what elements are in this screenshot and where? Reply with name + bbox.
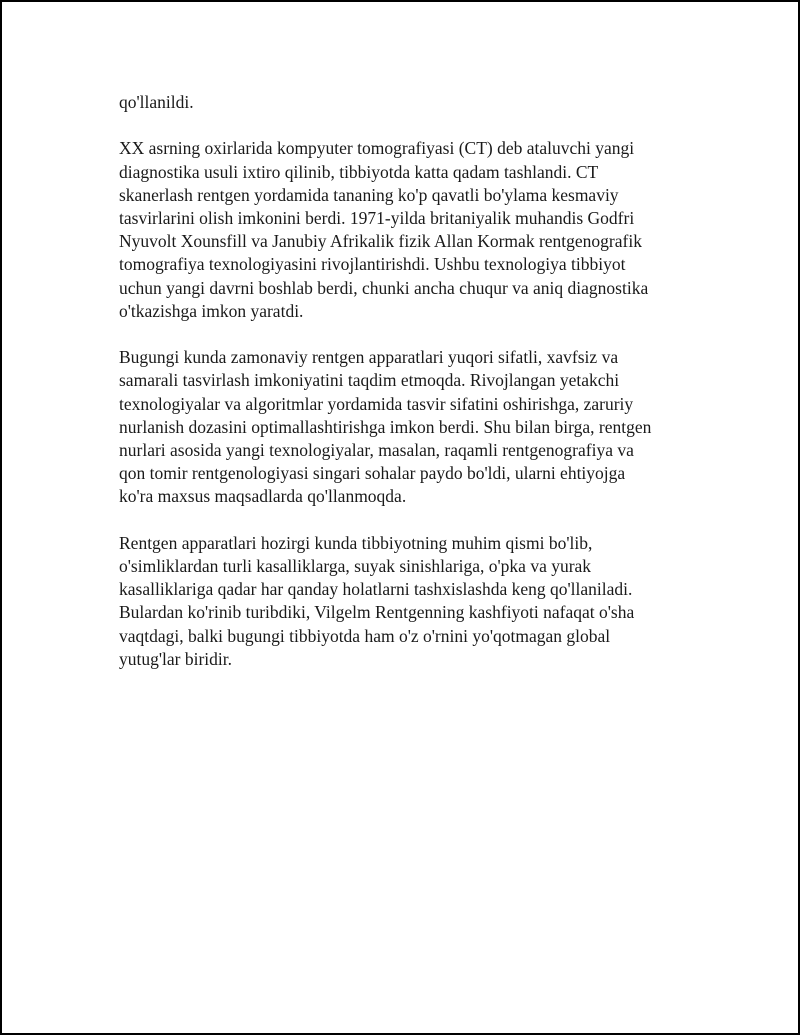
paragraph-1 — [119, 91, 699, 114]
text-line: tomografiya texnologiyasini rivojlantirishdi. Ushbu texnologiya tibbiyot — [119, 254, 626, 275]
paragraph-4 — [119, 532, 699, 671]
text-line: vaqtdagi, balki bugungi tibbiyotda ham o'z o'rnini yo'qotmagan global — [119, 625, 611, 646]
text-line: Nyuvolt Xounsfill va Janubiy Afrikalik fizik Allan Kormak rentgenografik — [119, 231, 642, 252]
text-line: skanerlash rentgen yordamida tananing ko'p qavatli bo'ylama kesmaviy — [119, 184, 619, 205]
text-line: ko'ra maxsus maqsadlarda qo'llanmoqda. — [119, 486, 407, 507]
text-line: texnologiyalar va algoritmlar yordamida tasvir sifatini oshirishga, zaruriy — [119, 393, 634, 414]
text-line: kasalliklariga qadar har qanday holatlarni tashxislashda keng qo'llaniladi. — [119, 579, 633, 600]
text-line: XX asrning oxirlarida kompyuter tomografiyasi (CT) deb ataluvchi yangi — [119, 138, 635, 159]
text-line: qon tomir rentgenologiyasi singari sohalar paydo bo'ldi, ularni ehtiyojga — [119, 463, 626, 484]
text-line: nurlari asosida yangi texnologiyalar, masalan, raqamli rentgenografiya va — [119, 440, 634, 461]
text-line: Bulardan ko'rinib turibdiki, Vilgelm Rentgenning kashfiyoti nafaqat o'sha — [119, 602, 635, 623]
text-line: nurlanish dozasini optimallashtirishga imkon berdi. Shu bilan birga, rentgen — [119, 416, 652, 437]
text-line: diagnostika usuli ixtiro qilinib, tibbiyotda katta qadam tashlandi. CT — [119, 161, 599, 182]
paragraph-3 — [119, 346, 699, 508]
text-line: Rentgen apparatlari hozirgi kunda tibbiyotning muhim qismi bo'lib, — [119, 532, 593, 553]
text-line: yutug'lar biridir. — [119, 648, 232, 669]
text-line: samarali tasvirlash imkoniyatini taqdim etmoqda. Rivojlangan yetakchi — [119, 370, 620, 391]
text-line: tasvirlarini olish imkonini berdi. 1971-yilda britaniyalik muhandis Godfri — [119, 208, 635, 228]
document-body — [119, 91, 699, 694]
text-line: o'tkazishga imkon yaratdi. — [119, 300, 304, 321]
paragraph-2 — [119, 137, 699, 323]
text-line: qo'llanildi. — [119, 92, 194, 112]
text-line: o'simliklardan turli kasalliklarga, suyak sinishlariga, o'pka va yurak — [119, 556, 592, 577]
text-line: Bugungi kunda zamonaviy rentgen apparatlari yuqori sifatli, xavfsiz va — [119, 347, 619, 368]
text-line: uchun yangi davrni boshlab berdi, chunki ancha chuqur va aniq diagnostika — [119, 277, 649, 298]
